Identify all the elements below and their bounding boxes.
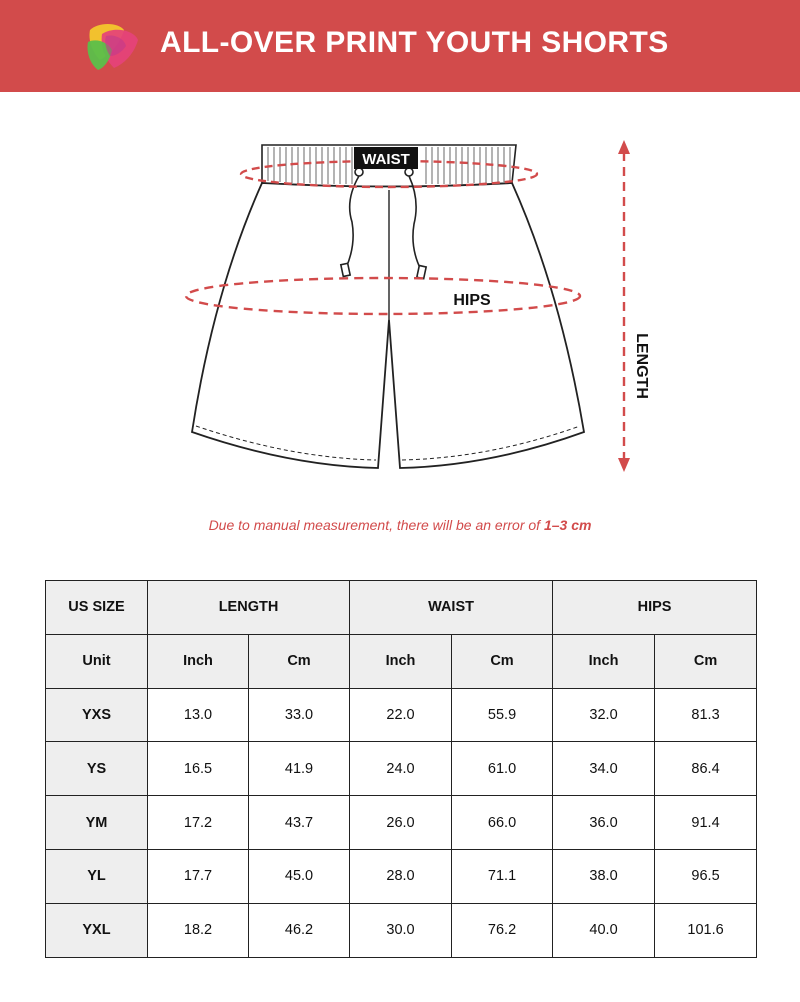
unit-cell: Inch — [553, 634, 655, 688]
table-unit-row — [46, 634, 757, 688]
value-cell: 38.0 — [553, 849, 655, 903]
value-cell: 34.0 — [553, 742, 655, 796]
value-cell: 28.0 — [350, 849, 452, 903]
size-cell: YS — [46, 742, 148, 796]
header-waist: WAIST — [350, 581, 553, 635]
note-text: Due to manual measurement, there will be an error of — [208, 517, 544, 533]
value-cell: 86.4 — [655, 742, 757, 796]
value-cell: 81.3 — [655, 688, 757, 742]
unit-label: Unit — [46, 634, 148, 688]
value-cell: 17.7 — [148, 849, 249, 903]
measurement-note — [0, 517, 800, 533]
note-emphasis: 1–3 cm — [543, 517, 592, 533]
value-cell: 18.2 — [148, 903, 249, 957]
value-cell: 66.0 — [452, 796, 553, 850]
table-row — [46, 688, 757, 742]
hips-label: HIPS — [453, 292, 491, 309]
page-title: ALL-OVER PRINT YOUTH SHORTS — [160, 26, 669, 59]
length-label: LENGTH — [633, 333, 650, 399]
size-chart-table — [45, 580, 757, 958]
header-hips: HIPS — [553, 581, 757, 635]
value-cell: 45.0 — [249, 849, 350, 903]
value-cell: 16.5 — [148, 742, 249, 796]
table-row — [46, 796, 757, 850]
unit-cell: Cm — [452, 634, 553, 688]
header-length: LENGTH — [148, 581, 350, 635]
header-banner — [0, 0, 800, 92]
value-cell: 76.2 — [452, 903, 553, 957]
unit-cell: Inch — [350, 634, 452, 688]
value-cell: 96.5 — [655, 849, 757, 903]
shorts-measurement-diagram — [0, 92, 800, 512]
value-cell: 71.1 — [452, 849, 553, 903]
value-cell: 41.9 — [249, 742, 350, 796]
value-cell: 26.0 — [350, 796, 452, 850]
unit-cell: Cm — [249, 634, 350, 688]
value-cell: 36.0 — [553, 796, 655, 850]
size-cell: YXS — [46, 688, 148, 742]
unit-cell: Cm — [655, 634, 757, 688]
table-row — [46, 742, 757, 796]
value-cell: 91.4 — [655, 796, 757, 850]
value-cell: 33.0 — [249, 688, 350, 742]
value-cell: 55.9 — [452, 688, 553, 742]
value-cell: 101.6 — [655, 903, 757, 957]
size-cell: YL — [46, 849, 148, 903]
value-cell: 46.2 — [249, 903, 350, 957]
unit-cell: Inch — [148, 634, 249, 688]
value-cell: 24.0 — [350, 742, 452, 796]
value-cell: 43.7 — [249, 796, 350, 850]
shorts-body — [192, 183, 584, 468]
value-cell: 40.0 — [553, 903, 655, 957]
table-row — [46, 849, 757, 903]
waist-label: WAIST — [362, 151, 410, 168]
colorful-leaf-logo-icon — [84, 20, 142, 72]
value-cell: 30.0 — [350, 903, 452, 957]
size-cell: YM — [46, 796, 148, 850]
table-row — [46, 903, 757, 957]
size-cell: YXL — [46, 903, 148, 957]
value-cell: 17.2 — [148, 796, 249, 850]
header-us-size: US SIZE — [46, 581, 148, 635]
value-cell: 22.0 — [350, 688, 452, 742]
value-cell: 13.0 — [148, 688, 249, 742]
table-header-row — [46, 581, 757, 635]
length-measure-arrow — [618, 140, 650, 472]
value-cell: 61.0 — [452, 742, 553, 796]
value-cell: 32.0 — [553, 688, 655, 742]
